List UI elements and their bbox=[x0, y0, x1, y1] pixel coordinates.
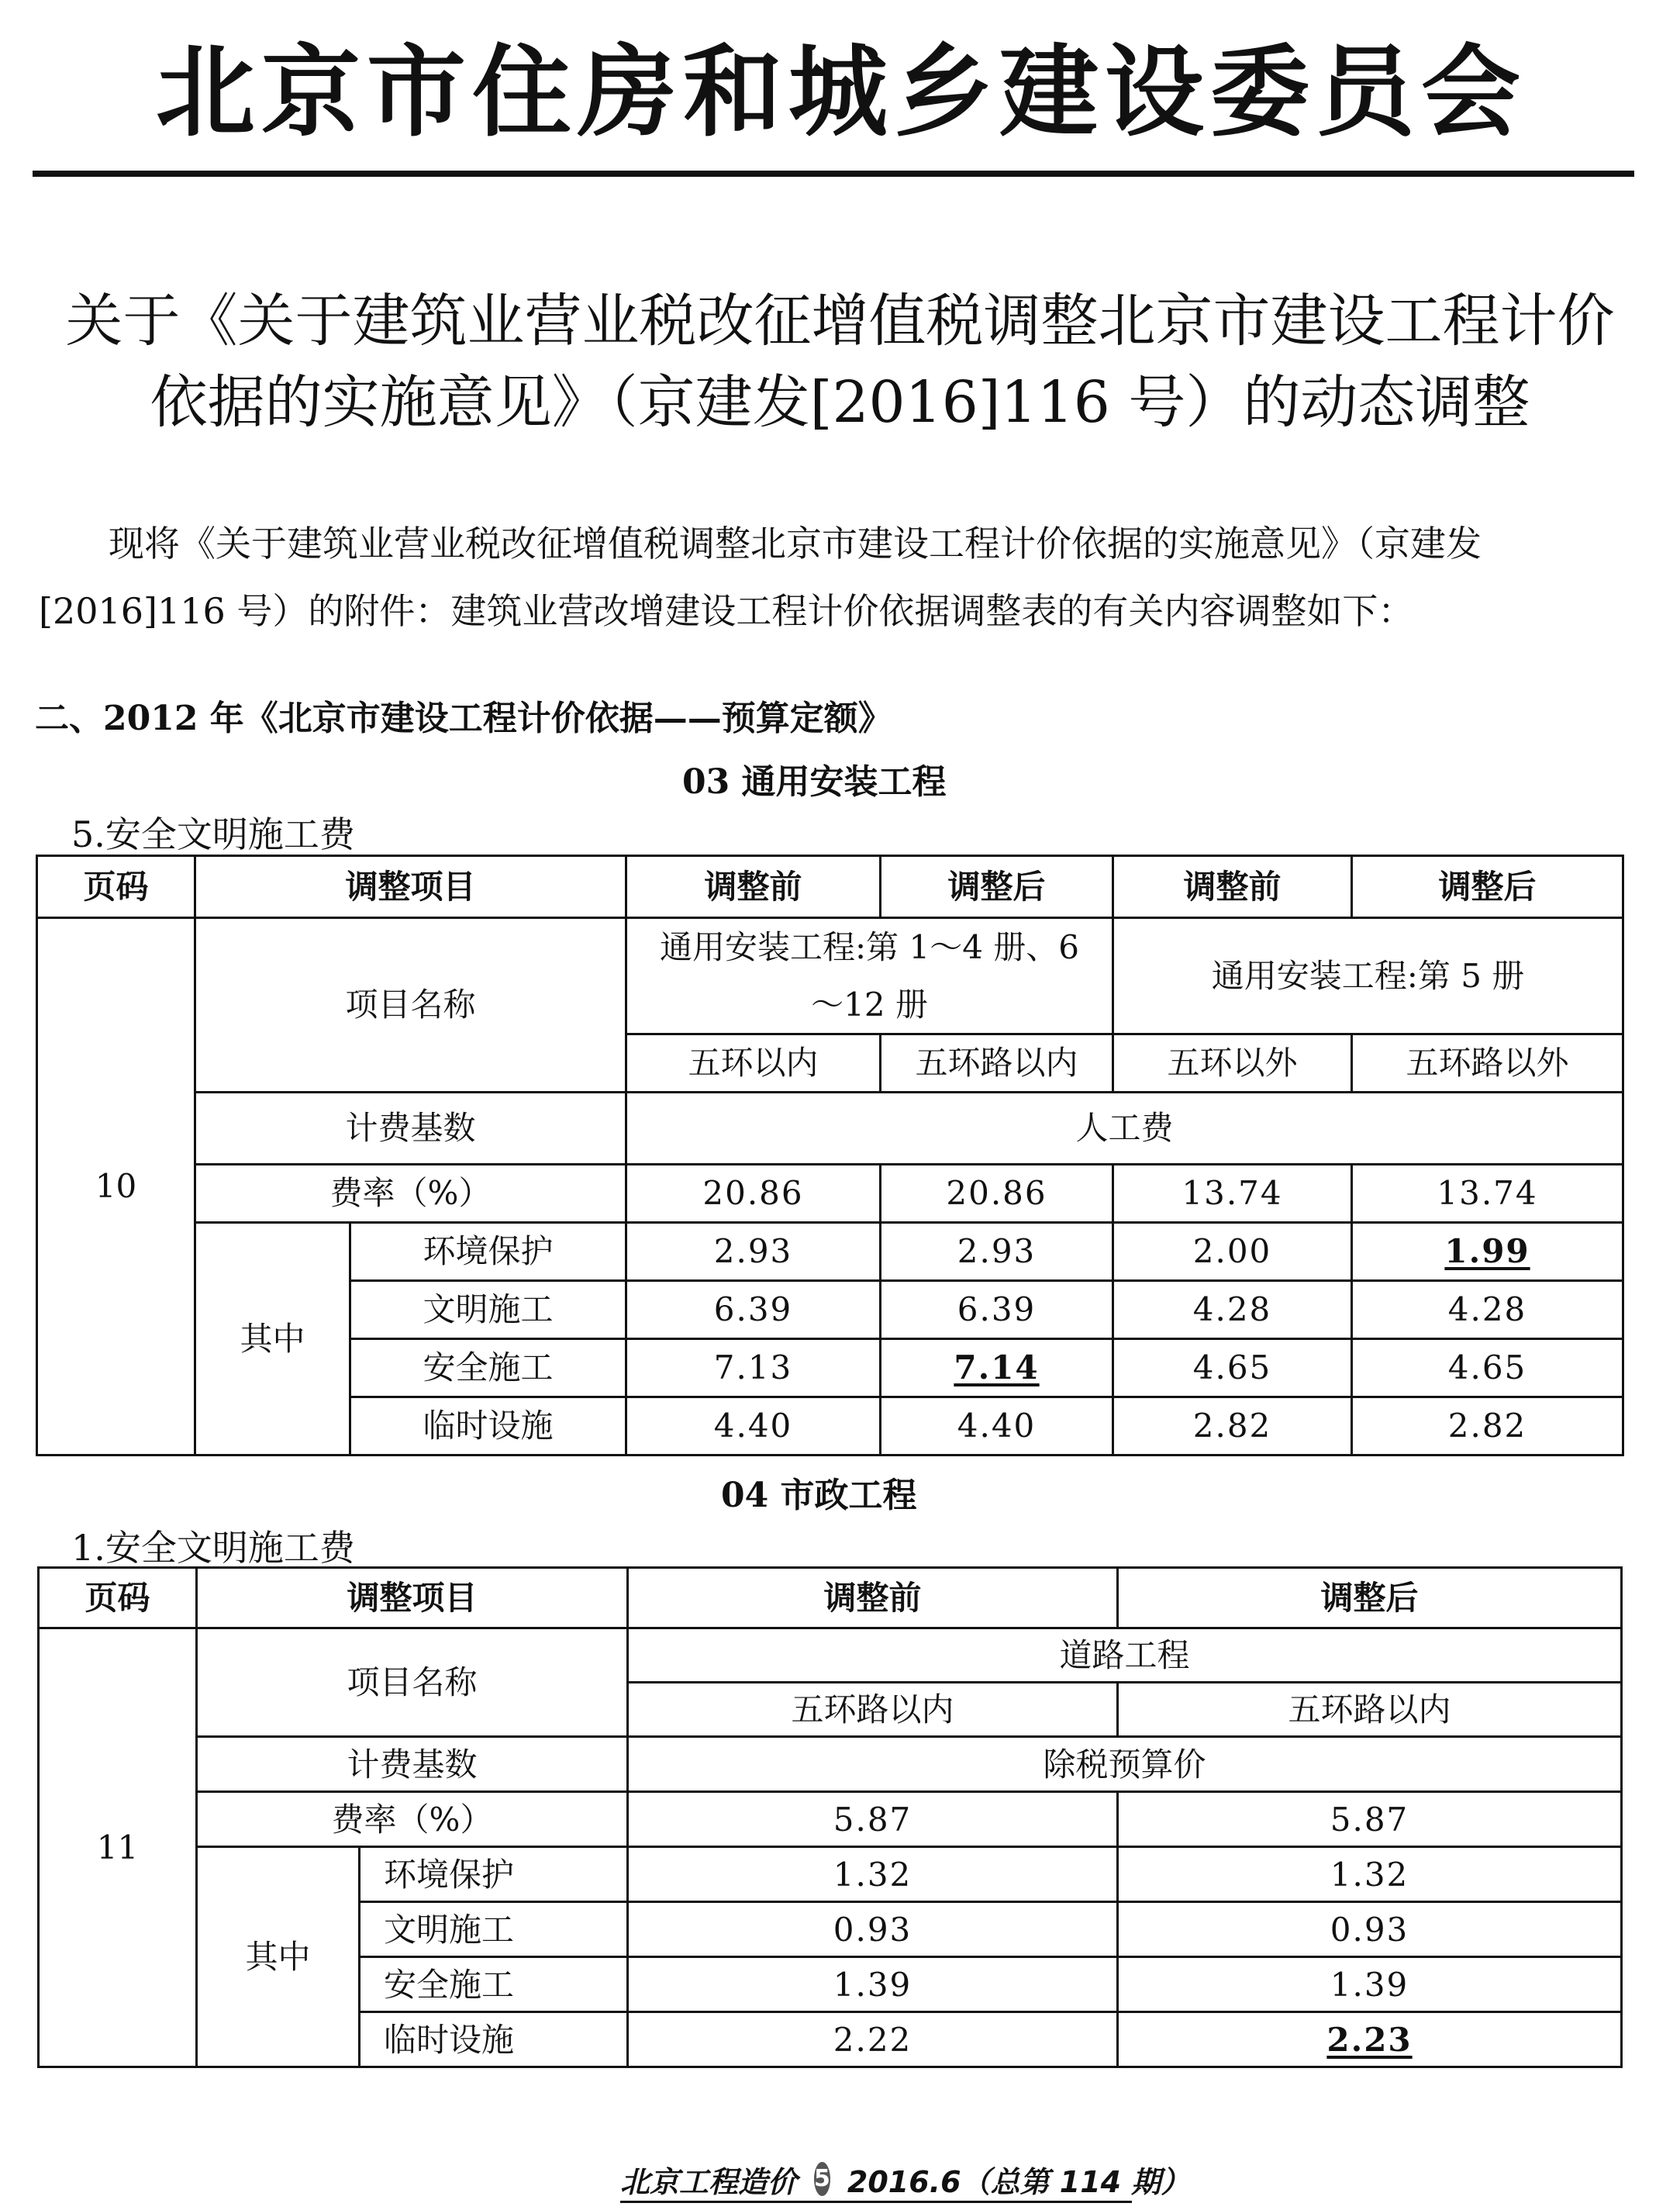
project-group-b: 通用安装工程:第 5 册 bbox=[1113, 918, 1623, 1034]
rate-cell: 20.86 bbox=[626, 1165, 881, 1223]
header-before-b: 调整前 bbox=[1113, 856, 1352, 918]
page-number-cell: 11 bbox=[39, 1628, 197, 2067]
table2-caption: 1.安全文明施工费 bbox=[71, 1527, 355, 1569]
rate-cell: 5.87 bbox=[1118, 1792, 1622, 1847]
item-label: 文明施工 bbox=[350, 1281, 626, 1339]
header-page: 页码 bbox=[37, 856, 195, 918]
header-before-a: 调整前 bbox=[626, 856, 881, 918]
base-label: 计费基数 bbox=[197, 1737, 628, 1792]
item-label: 环境保护 bbox=[360, 1847, 628, 1902]
masthead-title: 北京市住房和城乡建设委员会 bbox=[155, 35, 1526, 150]
value-cell: 4.28 bbox=[1352, 1281, 1623, 1339]
table1-row-base bbox=[37, 1093, 1623, 1165]
value-cell: 4.65 bbox=[1352, 1339, 1623, 1397]
table2-row-base bbox=[39, 1737, 1622, 1792]
table2-subtitle: 04 市政工程 bbox=[721, 1476, 917, 1515]
rate-label: 费率（%） bbox=[197, 1792, 628, 1847]
issue-label: 2016.6（总第 114 期） bbox=[847, 2164, 1191, 2199]
adjusted-value: 1.99 bbox=[1444, 1232, 1530, 1271]
rate-label: 费率（%） bbox=[195, 1165, 626, 1223]
of-which-label: 其中 bbox=[195, 1223, 350, 1455]
fee-table-municipal bbox=[37, 1566, 1623, 2068]
header-after: 调整后 bbox=[1118, 1568, 1622, 1628]
masthead-rule bbox=[33, 171, 1634, 177]
value-cell-adjusted bbox=[1118, 2012, 1622, 2067]
value-cell: 6.39 bbox=[881, 1281, 1113, 1339]
rate-cell: 13.74 bbox=[1113, 1165, 1352, 1223]
scope-cell: 五环以外 bbox=[1113, 1034, 1352, 1093]
header-item: 调整项目 bbox=[195, 856, 626, 918]
table1-header-row bbox=[37, 856, 1623, 918]
value-cell: 1.39 bbox=[1118, 1957, 1622, 2012]
value-cell: 0.93 bbox=[628, 1902, 1118, 1957]
intro-line-2: [2016]116 号）的附件：建筑业营改增建设工程计价依据调整表的有关内容调整如下： bbox=[39, 590, 1414, 632]
rate-cell: 20.86 bbox=[881, 1165, 1113, 1223]
header-after-b: 调整后 bbox=[1352, 856, 1623, 918]
scope-cell: 五环路以内 bbox=[628, 1683, 1118, 1737]
value-cell: 4.40 bbox=[881, 1397, 1113, 1455]
table2-row-rate bbox=[39, 1792, 1622, 1847]
rate-cell: 13.74 bbox=[1352, 1165, 1623, 1223]
table1-row-item bbox=[37, 1223, 1623, 1281]
base-label: 计费基数 bbox=[195, 1093, 626, 1165]
table2-row-project-name bbox=[39, 1628, 1622, 1683]
item-label: 文明施工 bbox=[360, 1902, 628, 1957]
document-title-line-1: 关于《关于建筑业营业税改征增值税调整北京市建设工程计价 bbox=[65, 288, 1615, 354]
item-label: 安全施工 bbox=[360, 1957, 628, 2012]
rate-cell: 5.87 bbox=[628, 1792, 1118, 1847]
project-name-label: 项目名称 bbox=[197, 1628, 628, 1737]
header-item: 调整项目 bbox=[197, 1568, 628, 1628]
header-after-a: 调整后 bbox=[881, 856, 1113, 918]
of-which-label: 其中 bbox=[197, 1847, 360, 2067]
table2-header-row bbox=[39, 1568, 1622, 1628]
value-cell: 2.82 bbox=[1352, 1397, 1623, 1455]
document-title-line-2: 依据的实施意见》（京建发[2016]116 号）的动态调整 bbox=[150, 369, 1530, 436]
value-cell: 1.32 bbox=[628, 1847, 1118, 1902]
footer-rule bbox=[620, 2201, 1132, 2203]
base-value: 除税预算价 bbox=[628, 1737, 1622, 1792]
table1-row-rate bbox=[37, 1165, 1623, 1223]
value-cell-adjusted bbox=[1352, 1223, 1623, 1281]
project-group: 道路工程 bbox=[628, 1628, 1622, 1683]
scope-cell: 五环路以外 bbox=[1352, 1034, 1623, 1093]
scope-cell: 五环以内 bbox=[626, 1034, 881, 1093]
item-label: 安全施工 bbox=[350, 1339, 626, 1397]
scope-cell: 五环路以内 bbox=[881, 1034, 1113, 1093]
page-footer bbox=[620, 2156, 1191, 2202]
journal-name: 北京工程造价 bbox=[620, 2164, 798, 2199]
page-number-badge: 5 bbox=[814, 2162, 830, 2196]
value-cell: 2.93 bbox=[626, 1223, 881, 1281]
value-cell: 0.93 bbox=[1118, 1902, 1622, 1957]
scope-cell: 五环路以内 bbox=[1118, 1683, 1622, 1737]
table1-row-project-name bbox=[37, 918, 1623, 1034]
adjusted-value: 7.14 bbox=[954, 1348, 1040, 1387]
value-cell: 1.32 bbox=[1118, 1847, 1622, 1902]
project-name-label: 项目名称 bbox=[195, 918, 626, 1093]
value-cell: 6.39 bbox=[626, 1281, 881, 1339]
value-cell-adjusted bbox=[881, 1339, 1113, 1397]
table1-subtitle: 03 通用安装工程 bbox=[682, 762, 947, 802]
project-group-a: 通用安装工程:第 1～4 册、6～12 册 bbox=[626, 918, 1113, 1034]
value-cell: 1.39 bbox=[628, 1957, 1118, 2012]
value-cell: 7.13 bbox=[626, 1339, 881, 1397]
table1-caption: 5.安全文明施工费 bbox=[71, 813, 355, 855]
item-label: 临时设施 bbox=[350, 1397, 626, 1455]
value-cell: 4.40 bbox=[626, 1397, 881, 1455]
section-heading: 二、2012 年《北京市建设工程计价依据——预算定额》 bbox=[35, 699, 892, 738]
page-number-cell: 10 bbox=[37, 918, 195, 1455]
item-label: 环境保护 bbox=[350, 1223, 626, 1281]
value-cell: 2.00 bbox=[1113, 1223, 1352, 1281]
value-cell: 2.93 bbox=[881, 1223, 1113, 1281]
header-page: 页码 bbox=[39, 1568, 197, 1628]
value-cell: 2.22 bbox=[628, 2012, 1118, 2067]
value-cell: 4.28 bbox=[1113, 1281, 1352, 1339]
header-before: 调整前 bbox=[628, 1568, 1118, 1628]
table2-row-item bbox=[39, 1847, 1622, 1902]
value-cell: 2.82 bbox=[1113, 1397, 1352, 1455]
adjusted-value: 2.23 bbox=[1326, 2020, 1413, 2059]
value-cell: 4.65 bbox=[1113, 1339, 1352, 1397]
intro-line-1: 现将《关于建筑业营业税改征增值税调整北京市建设工程计价依据的实施意见》（京建发 bbox=[109, 523, 1482, 565]
item-label: 临时设施 bbox=[360, 2012, 628, 2067]
fee-table-installation bbox=[36, 855, 1624, 1456]
base-value: 人工费 bbox=[626, 1093, 1623, 1165]
